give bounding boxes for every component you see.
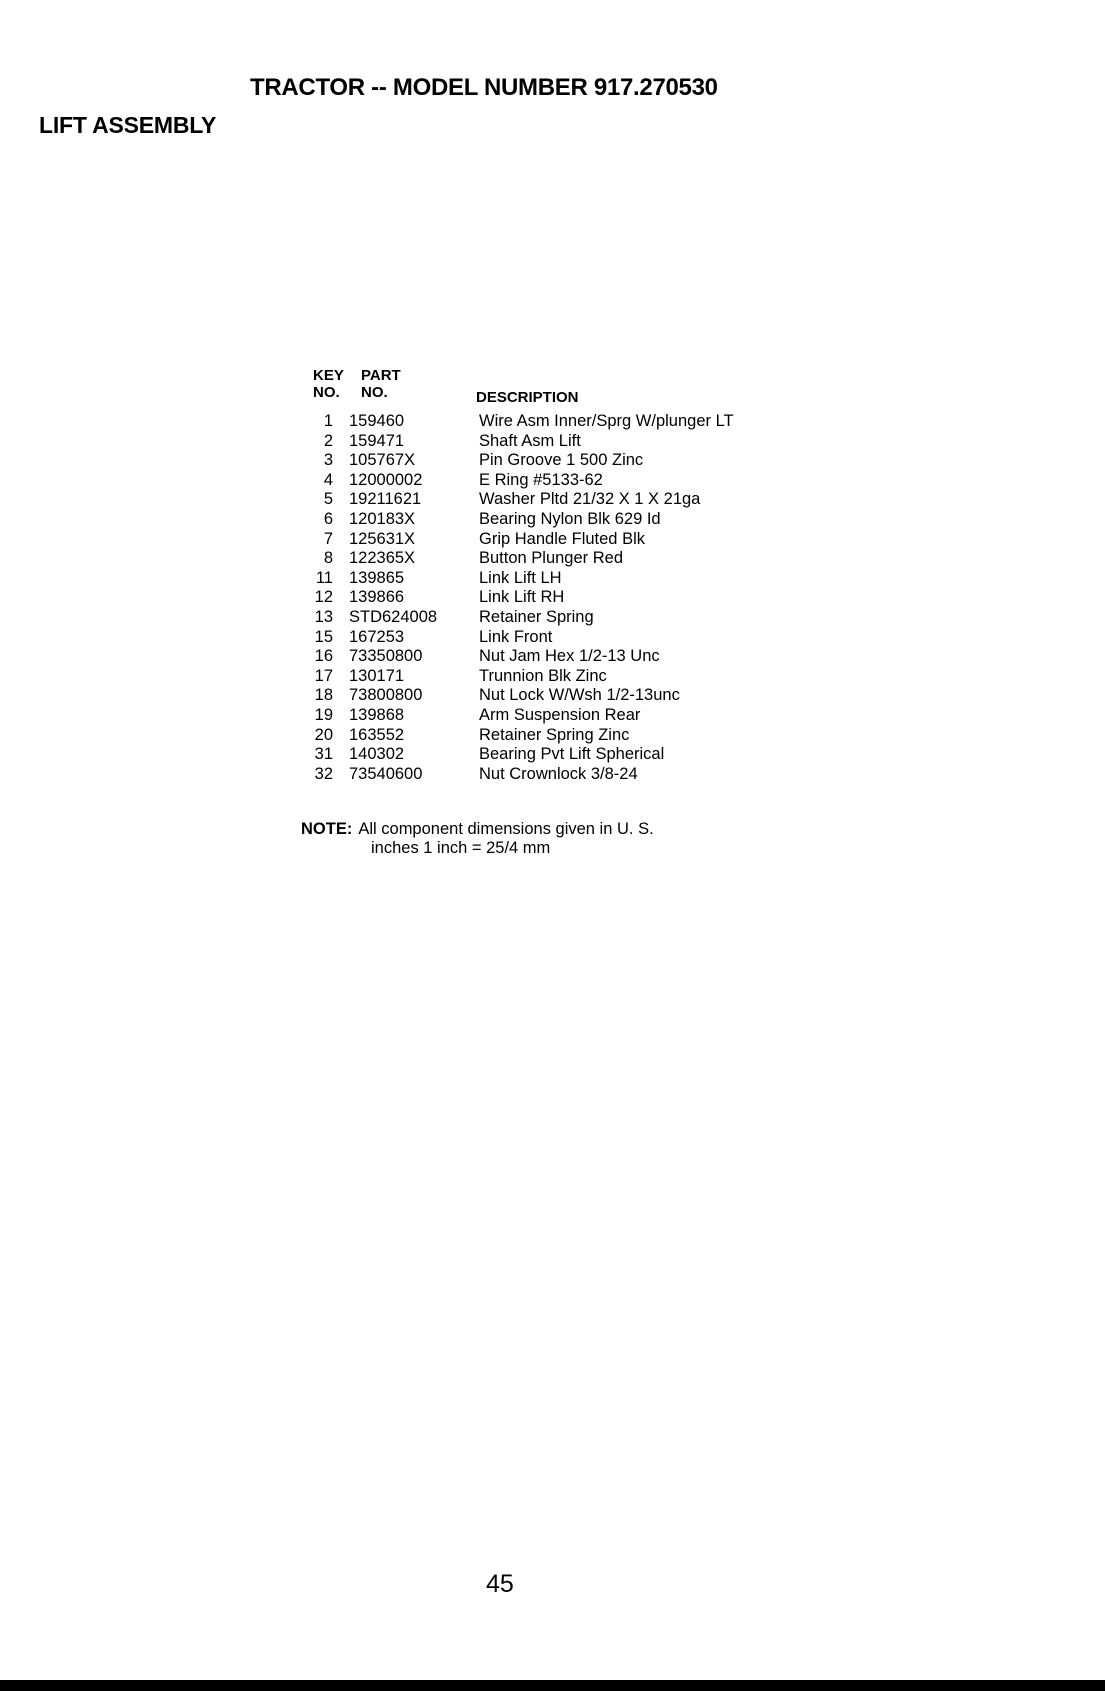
- part-description: Wire Asm Inner/Sprg W/plunger LT: [479, 412, 734, 430]
- part-description: Button Plunger Red: [479, 549, 624, 568]
- key-number: 2: [323, 431, 333, 450]
- part-description: Arm Suspension Rear: [479, 705, 641, 724]
- part-description: Link Lift LH: [479, 568, 562, 587]
- part-number: 139866: [349, 588, 405, 607]
- part-header-line1: PART: [361, 367, 401, 384]
- part-description: Shaft Asm Lift: [479, 431, 581, 450]
- part-number: 105767X: [349, 451, 416, 470]
- part-number: 139868: [349, 705, 405, 724]
- part-number: 163552: [349, 725, 405, 744]
- part-number: 12000002: [349, 470, 423, 489]
- part-description: E Ring #5133-62: [479, 470, 603, 489]
- note-line1: All component dimensions given in U. S.: [358, 820, 654, 838]
- key-number: 4: [323, 470, 333, 489]
- key-number: 3: [323, 451, 333, 470]
- key-number: 18: [314, 686, 333, 705]
- part-number: 120183X: [349, 509, 416, 528]
- key-number: 1: [323, 412, 333, 430]
- part-number: 73350800: [349, 647, 423, 666]
- key-number: 8: [323, 549, 333, 568]
- key-number: 7: [323, 529, 333, 548]
- part-number: 159460: [349, 412, 405, 430]
- part-number: 73540600: [349, 764, 423, 783]
- part-number: 140302: [349, 745, 405, 764]
- part-description: Nut Lock W/Wsh 1/2-13unc: [479, 686, 680, 705]
- key-number: 17: [314, 666, 333, 685]
- part-description: Retainer Spring: [479, 607, 594, 626]
- key-number: 31: [314, 745, 333, 764]
- part-number: 73800800: [349, 686, 423, 705]
- description-header: DESCRIPTION: [476, 389, 579, 406]
- key-header-line2: NO.: [313, 384, 340, 401]
- part-header-line2: NO.: [361, 384, 388, 401]
- part-description: Bearing Pvt Lift Spherical: [479, 745, 665, 764]
- note-label: NOTE:: [301, 820, 353, 838]
- part-description: Pin Groove 1 500 Zinc: [479, 451, 644, 470]
- key-number: 32: [314, 764, 333, 783]
- key-number: 6: [323, 509, 333, 528]
- key-number: 20: [314, 725, 333, 744]
- key-number: 19: [314, 705, 333, 724]
- dimension-note: [301, 820, 654, 858]
- part-description: Bearing Nylon Blk 629 Id: [479, 509, 661, 528]
- key-number: 12: [314, 588, 333, 607]
- part-number: 130171: [349, 666, 405, 685]
- note-line2: inches 1 inch = 25/4 mm: [371, 839, 551, 857]
- part-number: STD624008: [349, 607, 438, 626]
- page-title: TRACTOR -- MODEL NUMBER 917.270530: [250, 74, 718, 101]
- key-number: 15: [314, 627, 333, 646]
- key-number: 5: [323, 490, 333, 509]
- part-description: Retainer Spring Zinc: [479, 725, 630, 744]
- part-description: Trunnion Blk Zinc: [479, 666, 607, 685]
- part-description: Nut Crownlock 3/8-24: [479, 764, 638, 783]
- part-number: 19211621: [349, 490, 422, 509]
- key-number: 13: [314, 607, 333, 626]
- page-number: 45: [486, 1570, 514, 1598]
- part-number: 167253: [349, 627, 405, 646]
- key-header-line1: KEY: [313, 367, 344, 384]
- part-description: Link Lift RH: [479, 588, 565, 607]
- part-number: 139865: [349, 568, 405, 587]
- part-description: Link Front: [479, 627, 553, 646]
- section-title: LIFT ASSEMBLY: [39, 112, 217, 138]
- part-description: Nut Jam Hex 1/2-13 Unc: [479, 647, 660, 666]
- part-description: Washer Pltd 21/32 X 1 X 21ga: [479, 490, 701, 509]
- part-number: 159471: [349, 431, 405, 450]
- part-number: 125631X: [349, 529, 416, 548]
- key-number: 16: [314, 647, 333, 666]
- part-number: 122365X: [349, 549, 416, 568]
- part-description: Grip Handle Fluted Blk: [479, 529, 645, 548]
- bottom-border: [0, 1680, 1105, 1691]
- key-number: 11: [315, 568, 333, 587]
